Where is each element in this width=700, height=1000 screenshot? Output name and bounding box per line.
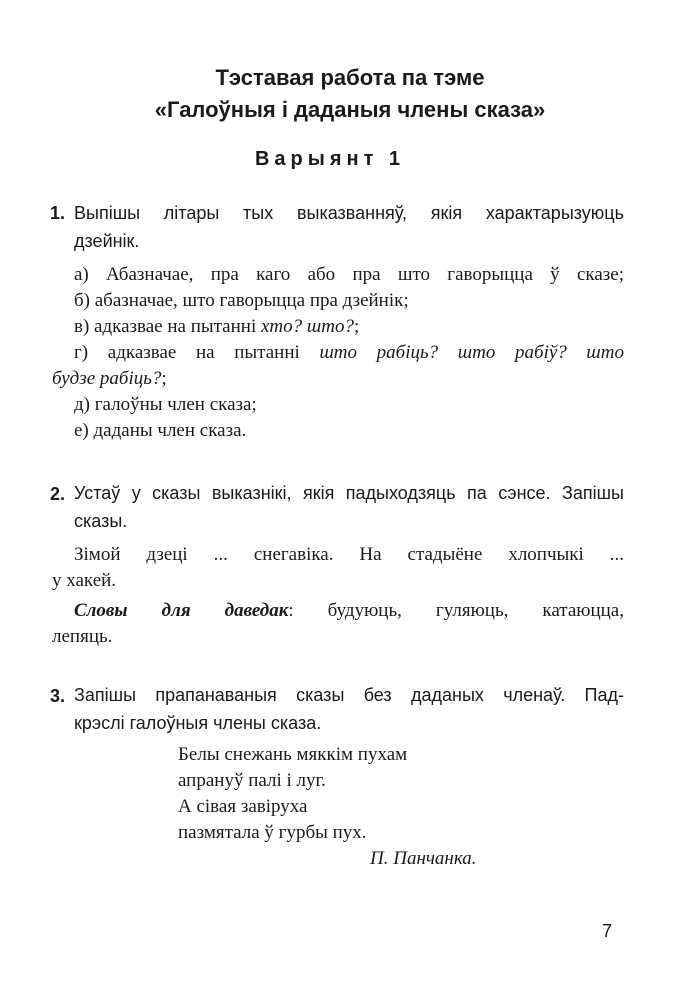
variant-heading: Варыянт 1 [254,148,406,170]
q1-option-b: б) абазначае, што гаворыцца пра дзейнік; [74,290,409,311]
q1-text-line-1: Выпішы літары тых выказванняў, якія характарызуюць [74,203,624,223]
poem-line-3: А сівая завіруха [178,796,308,817]
poem-line-4: пазмятала ў гурбы пух. [178,822,367,843]
q1-option-a: а) Абазначае, пра каго або пра што гаворыцца ў сказе; [74,264,624,285]
q2-number: 2. [50,484,66,504]
q1-option-v-question: хто? што? [261,316,354,337]
q1-option-d: д) галоўны член сказа; [74,394,257,415]
page-number: 7 [601,921,612,941]
q2-sentence-line-2: у хакей. [52,570,117,591]
q2-text-line-1: Устаў у сказы выказнікі, якія падыходзяць па сэнсе. Запішы [74,483,624,503]
q3-number: 3. [50,686,66,706]
q1-text-line-2: дзейнік. [74,231,140,251]
q1-option-v: в) адказвае на пытанні хто? што?; [74,316,360,337]
poem-line-1: Белы снежань мяккім пухам [178,744,408,765]
q3-text-line-1: Запішы прапанаваныя сказы без даданых членаў. Пад- [74,685,624,705]
title-line-1: Тэставая работа па тэме [215,65,485,90]
q1-option-g-question: што рабіць? што рабіў? што [319,342,624,363]
q1-option-g-cont: будзе рабіць?; [52,368,167,389]
q3-text-line-2: крэслі галоўныя члены сказа. [74,713,322,733]
q1-option-g: г) адказвае на пытанні што рабіць? што рабіў? што [74,342,624,363]
q1-number: 1. [50,203,66,223]
q2-text-line-2: сказы. [74,511,128,531]
poem-line-2: апрануў палі і луг. [178,770,326,791]
q2-sentence-line-1: Зімой дзеці ... снегавіка. На стадыёне хлопчыкі ... [74,544,624,565]
q2-words-line-1: Словы для даведак: будуюць, гуляюць, катаюцца, [74,600,624,621]
q2-words-line-2: лепяць. [52,626,113,647]
q1-option-e: е) даданы член сказа. [74,420,247,441]
q2-words-label: Словы для даведак [74,600,289,621]
poem-author: П. Панчанка. [370,848,477,869]
title-line-2: «Галоўныя і даданыя члены сказа» [154,97,546,122]
